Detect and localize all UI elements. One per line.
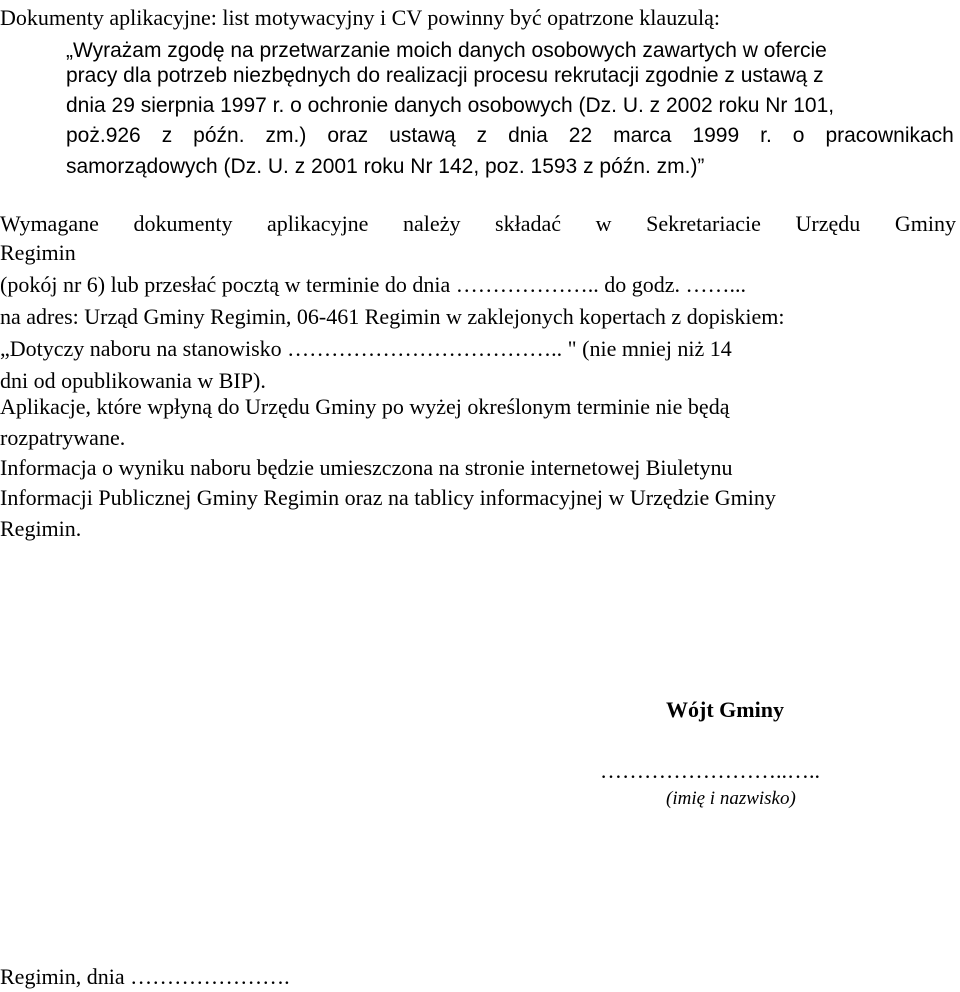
- word: marca: [613, 124, 672, 147]
- word: ustawą: [389, 124, 456, 147]
- word: należy: [403, 211, 461, 236]
- word: dnia: [508, 124, 548, 147]
- submission-line: dni od opublikowania w BIP).: [0, 368, 266, 393]
- submission-line: na adres: Urząd Gminy Regimin, 06-461 Regimin w zaklejonych kopertach z dopiskiem:: [0, 304, 785, 329]
- clause-intro: Dokumenty aplikacyjne: list motywacyjny i CV powinny być opatrzone klauzulą:: [0, 5, 720, 30]
- clause-line: „Wyrażam zgodę na przetwarzanie moich danych osobowych zawartych w ofercie: [66, 39, 827, 62]
- word: o: [792, 124, 805, 147]
- clause-line: samorządowych (Dz. U. z 2001 roku Nr 142, poz. 1593 z późn. zm.)”: [66, 155, 705, 178]
- word: z: [161, 124, 173, 147]
- word: składać: [495, 211, 562, 236]
- rejection-line: rozpatrywane.: [0, 425, 126, 450]
- info-line: Informacja o wyniku naboru będzie umieszczona na stronie internetowej Biuletynu: [0, 455, 733, 480]
- submission-line: „Dotyczy naboru na stanowisko ……………………………….. " (nie mniej niż 14: [0, 336, 732, 361]
- submission-line-justified: [0, 209, 956, 239]
- word: poż.926: [66, 124, 141, 147]
- word: z: [476, 124, 488, 147]
- word: oraz: [327, 124, 369, 147]
- signature-dots: ……………………..…..: [600, 758, 820, 783]
- rejection-line: Aplikacje, które wpłyną do Urzędu Gminy po wyżej określonym terminie nie będą: [0, 394, 730, 419]
- word: późn.: [193, 124, 245, 147]
- info-line: Informacji Publicznej Gminy Regimin oraz na tablicy informacyjnej w Urzędzie Gminy: [0, 485, 776, 510]
- word: Wymagane: [0, 211, 99, 236]
- signature-caption: (imię i nazwisko): [666, 788, 796, 809]
- submission-line: Regimin: [0, 240, 76, 265]
- info-line: Regimin.: [0, 516, 82, 541]
- clause-line-justified: [66, 121, 954, 151]
- word: Urzędu: [795, 211, 861, 236]
- place-date: Regimin, dnia ………………….: [0, 964, 290, 989]
- word: pracownikach: [825, 124, 954, 147]
- word: dokumenty: [133, 211, 233, 236]
- signature-title: Wójt Gminy: [666, 697, 784, 722]
- word: aplikacyjne: [267, 211, 369, 236]
- word: Gminy: [894, 211, 956, 236]
- word: zm.): [265, 124, 307, 147]
- word: r.: [760, 124, 772, 147]
- word: w: [595, 211, 612, 236]
- word: 22: [568, 124, 593, 147]
- submission-line: (pokój nr 6) lub przesłać pocztą w terminie do dnia ……………….. do godz. ……...: [0, 272, 747, 297]
- clause-line: dnia 29 sierpnia 1997 r. o ochronie danych osobowych (Dz. U. z 2002 roku Nr 101,: [66, 94, 835, 117]
- clause-line: pracy dla potrzeb niezbędnych do realizacji procesu rekrutacji zgodnie z ustawą z: [66, 64, 824, 87]
- word: 1999: [692, 124, 740, 147]
- word: Sekretariacie: [646, 211, 761, 236]
